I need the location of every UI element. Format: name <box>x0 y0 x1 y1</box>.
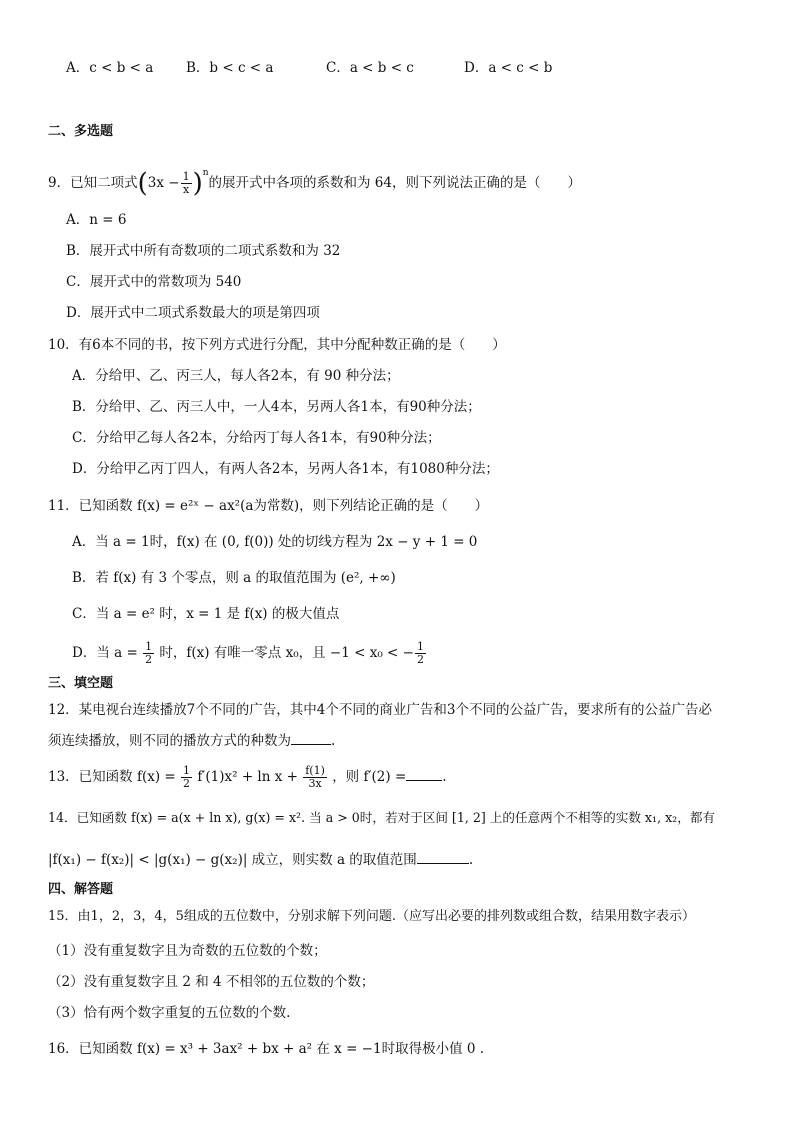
q12-answer-blank[interactable] <box>291 732 331 745</box>
q8-option-a: A．c < b < a <box>66 60 154 76</box>
q10-stem: 10．有6本不同的书，按下列方式进行分配，其中分配种数正确的是（ ） <box>48 337 506 353</box>
q11-stem: 11．已知函数 f(x) = e²ˣ − ax²(a为常数)，则下列结论正确的是（ ） <box>48 498 489 514</box>
q15-stem: 15．由1，2，3，4，5组成的五位数中，分别求解下列问题.（应写出必要的排列数或组合数，结果用数字表示） <box>48 909 696 924</box>
q8-option-d: D．a < c < b <box>464 60 553 76</box>
q14-line1: 14．已知函数 f(x) = a(x + ln x), g(x) = x². 当 a > 0时，若对于区间 [1, 2] 上的任意两个不相等的实数 x₁, x₂，都有 <box>48 810 716 825</box>
section-heading-solutions: 四、解答题 <box>48 882 114 897</box>
q10-option-a: A．分给甲、乙、丙三人，每人各2本，有 90 种分法； <box>72 368 400 384</box>
q10-option-c: C．分给甲乙每人各2本，分给丙丁每人各1本，有90种分法； <box>72 430 441 446</box>
q9-stem: 9．已知二项式(3x − $\frac{1}{x}$ )$^n$的展开式中各项的系数和为 64，则下列说法正确的是（ ） <box>48 168 581 199</box>
q9-option-c: C．展开式中的常数项为 540 <box>66 274 242 290</box>
q10-option-b: B．分给甲、乙、丙三人中，一人4本，另两人各1本，有90种分法； <box>72 399 481 415</box>
q15-part3: （3）恰有两个数字重复的五位数的个数. <box>48 1005 291 1021</box>
q9-option-d: D．展开式中二项式系数最大的项是第四项 <box>66 305 320 321</box>
q11-option-a: A．当 a = 1时，f(x) 在 (0, f(0)) 处的切线方程为 2x − y + 1 = 0 <box>72 534 478 550</box>
q13-answer-blank[interactable] <box>406 768 442 781</box>
q9-option-b: B．展开式中所有奇数项的二项式系数和为 32 <box>66 243 341 259</box>
q16-stem: 16．已知函数 f(x) = x³ + 3ax² + bx + a² 在 x = −1时取得极小值 0 . <box>48 1041 485 1057</box>
q9-option-a: A．n = 6 <box>66 212 127 228</box>
q12-line2: 须连续播放，则不同的播放方式的种数为 . <box>48 733 336 749</box>
q8-option-c: C．a < b < c <box>326 60 414 76</box>
q15-part2: （2）没有重复数字且 2 和 4 不相邻的五位数的个数； <box>48 974 375 990</box>
q15-part1: （1）没有重复数字且为奇数的五位数的个数； <box>48 943 327 959</box>
q8-option-b: B．b < c < a <box>186 60 274 76</box>
section-heading-multi-choice: 二、多选题 <box>48 124 114 139</box>
q11-option-d: D．当 a = $\frac{1}{2}$ 时，f(x) 有唯一零点 x₀，且 −1 < x₀ < − $\frac{1}{2}$ <box>72 640 424 666</box>
q11-option-b: B．若 f(x) 有 3 个零点，则 a 的取值范围为 (e², +∞) <box>72 570 396 586</box>
q12-line1: 12．某电视台连续播放7个不同的广告，其中4个不同的商业广告和3个不同的公益广告，要求所有的公益广告必 <box>48 702 712 718</box>
q10-option-d: D．分给甲乙丙丁四人，有两人各2本，另两人各1本，有1080种分法； <box>72 461 499 477</box>
q14-answer-blank[interactable] <box>417 851 469 864</box>
section-heading-fill-in: 三、填空题 <box>48 676 114 691</box>
q13-stem: 13．已知函数 f(x) = $\frac{1}{2}$ f′(1)x² + ln x + $\frac{f(1)}{3x}$ ，则 f′(2) = . <box>48 764 447 790</box>
q11-option-c: C．当 a = e² 时，x = 1 是 f(x) 的极大值点 <box>72 606 340 622</box>
q14-line2: |f(x₁) − f(x₂)| < |g(x₁) − g(x₂)| 成立，则实数 a 的取值范围 . <box>48 852 474 868</box>
